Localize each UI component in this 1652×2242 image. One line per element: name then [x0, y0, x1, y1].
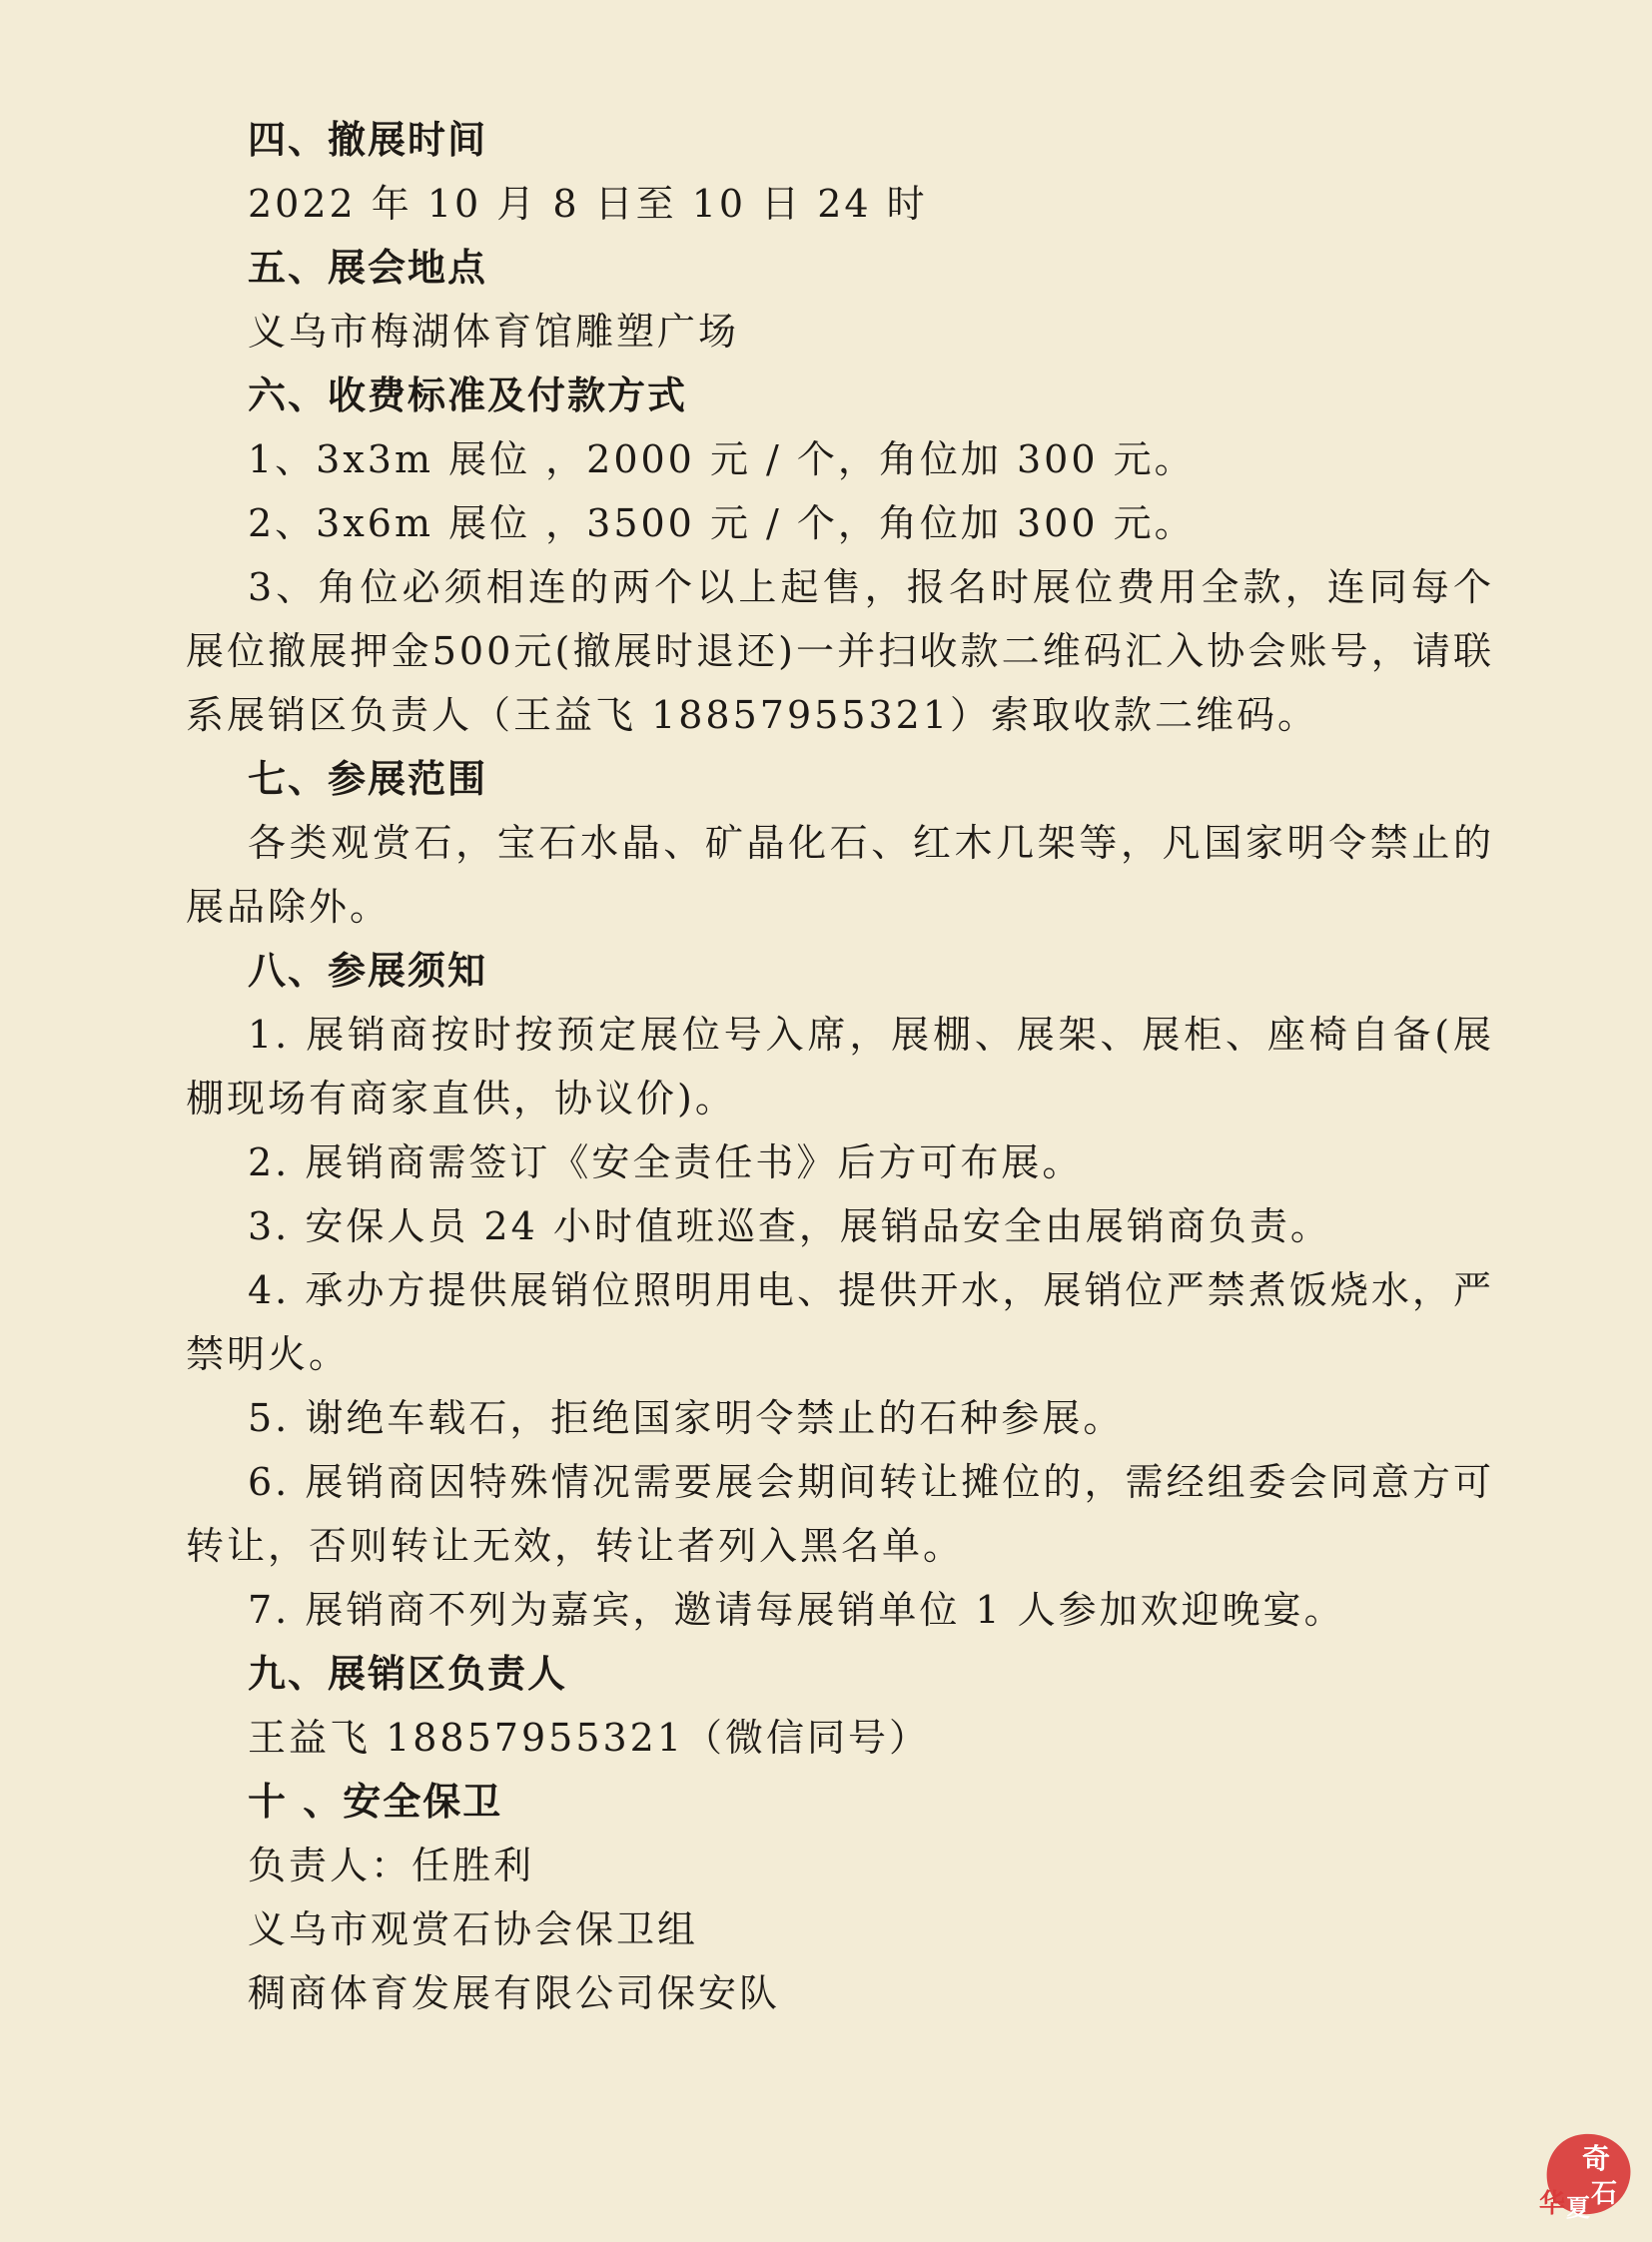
svg-text:华: 华	[1538, 2189, 1566, 2219]
paragraph: 3、角位必须相连的两个以上起售，报名时展位费用全款，连同每个展位撤展押金500元(撤展时退还)一并扫收款二维码汇入协会账号，请联系展销区负责人（王益飞 18857955321）索取收款二维码。	[186, 565, 1494, 737]
paragraph: 义乌市观赏石协会保卫组	[248, 1907, 699, 1951]
section-heading: 八、参展须知	[248, 949, 488, 993]
section-notices	[186, 939, 1494, 1642]
svg-text:石: 石	[1590, 2179, 1618, 2209]
watermark-seal-icon	[1538, 2128, 1638, 2220]
paragraph: 5. 谢绝车载石，拒绝国家明令禁止的石种参展。	[248, 1396, 1125, 1440]
svg-text:奇: 奇	[1581, 2142, 1611, 2175]
paragraph: 2. 展销商需签订《安全责任书》后方可布展。	[248, 1140, 1084, 1184]
paragraph: 2、3x6m 展位 ，3500 元 / 个，角位加 300 元。	[248, 501, 1196, 545]
section-heading: 十 、安全保卫	[248, 1780, 503, 1824]
section-fees	[186, 364, 1494, 747]
paragraph: 1、3x3m 展位 ，2000 元 / 个，角位加 300 元。	[248, 437, 1196, 481]
paragraph: 王益飞 18857955321（微信同号）	[248, 1716, 931, 1760]
section-heading: 七、参展范围	[248, 757, 488, 801]
paragraph: 3. 安保人员 24 小时值班巡查，展销品安全由展销商负责。	[248, 1204, 1331, 1248]
section-security	[186, 1770, 1494, 2025]
section-heading: 六、收费标准及付款方式	[248, 374, 688, 417]
paragraph: 6. 展销商因特殊情况需要展会期间转让摊位的，需经组委会同意方可转让，否则转让无效，转让者列入黑名单。	[186, 1460, 1494, 1568]
section-withdrawal-time	[186, 108, 1494, 236]
paragraph: 义乌市梅湖体育馆雕塑广场	[248, 310, 740, 354]
paragraph: 负责人：任胜利	[248, 1844, 535, 1887]
paragraph: 2022 年 10 月 8 日至 10 日 24 时	[248, 182, 928, 226]
section-contact	[186, 1642, 1494, 1770]
paragraph: 4. 承办方提供展销位照明用电、提供开水，展销位严禁煮饭烧水，严禁明火。	[186, 1268, 1494, 1376]
paragraph: 7. 展销商不列为嘉宾，邀请每展销单位 1 人参加欢迎晚宴。	[248, 1588, 1345, 1632]
section-heading: 五、展会地点	[248, 246, 488, 290]
paragraph: 稠商体育发展有限公司保安队	[248, 1971, 781, 2015]
section-venue	[186, 236, 1494, 364]
section-scope	[186, 747, 1494, 939]
section-heading: 九、展销区负责人	[248, 1652, 568, 1696]
svg-text:夏: 夏	[1566, 2194, 1590, 2220]
document-content	[186, 108, 1494, 2025]
paragraph: 各类观赏石，宝石水晶、矿晶化石、红木几架等，凡国家明令禁止的展品除外。	[186, 821, 1494, 929]
paragraph: 1. 展销商按时按预定展位号入席，展棚、展架、展柜、座椅自备(展棚现场有商家直供，协议价)。	[186, 1013, 1494, 1121]
section-heading: 四、撤展时间	[248, 118, 488, 162]
